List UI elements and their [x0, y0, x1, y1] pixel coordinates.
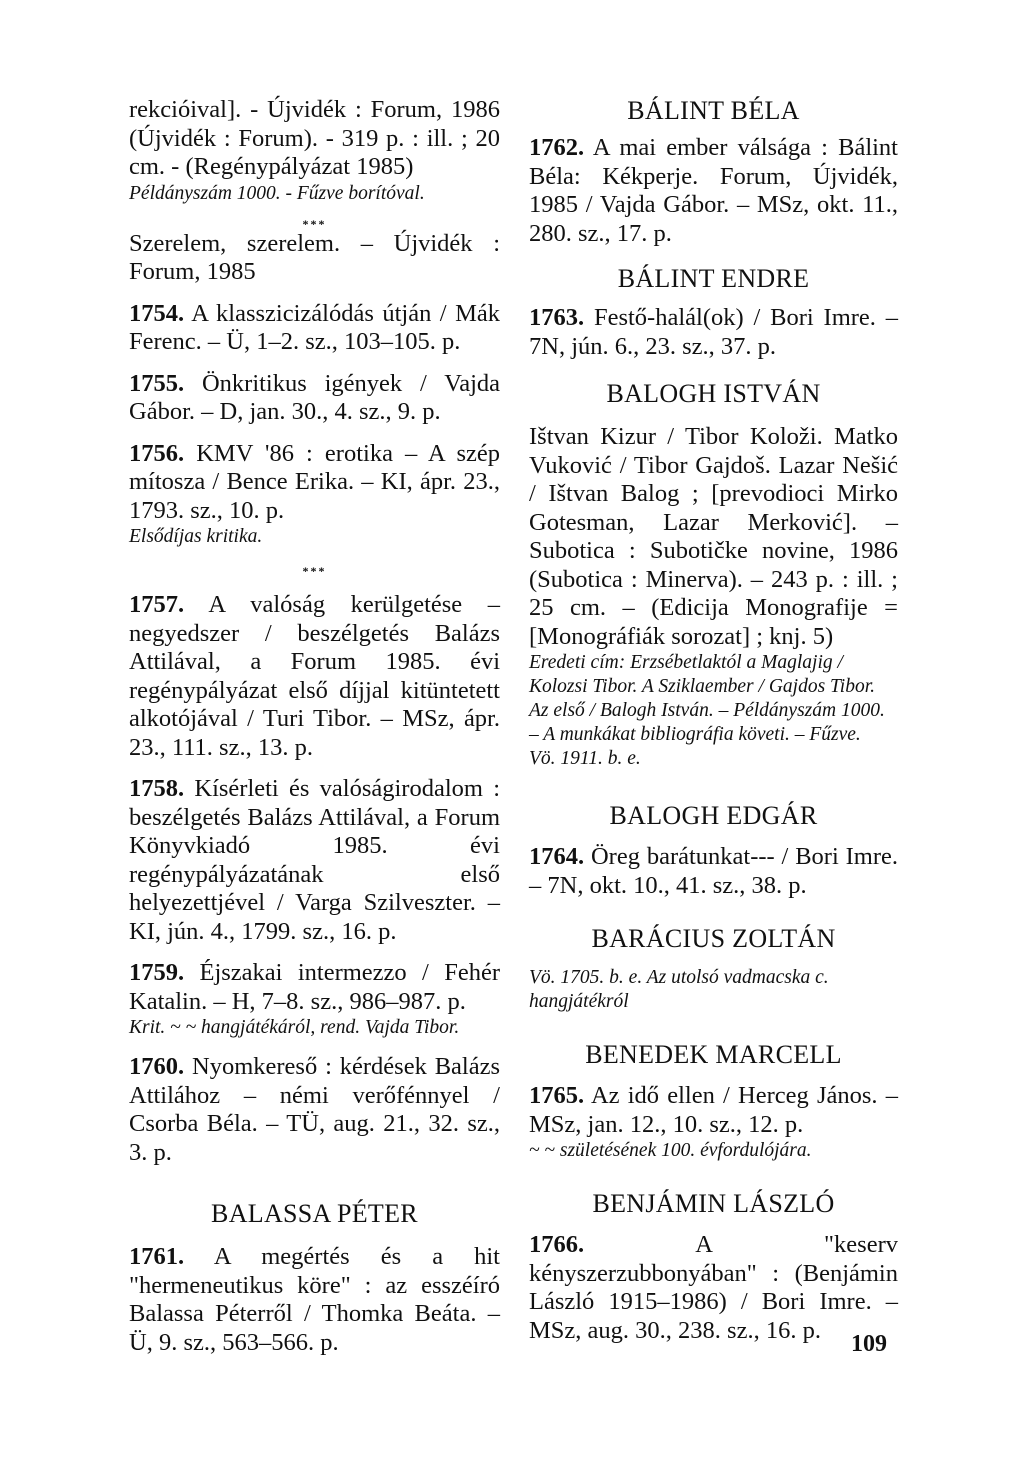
- entry-number: 1764.: [529, 843, 585, 870]
- entry-text: A mai ember válsága : Bálint Béla: Kékperje. Forum, Újvidék, 1985 / Vajda Gábor. – MSz, okt. 11., 280. sz., 17. p.: [529, 134, 898, 247]
- page-number: 109: [851, 1331, 887, 1357]
- entry-1758: [129, 775, 500, 946]
- author-heading: BALASSA PÉTER: [211, 1199, 418, 1228]
- author-heading: BALOGH ISTVÁN: [606, 379, 821, 408]
- entry-text: A "keserv kényszerzubbonyában" : (Benjámin László 1915–1986) / Bori Imre. – MSz, aug. 30., 238. sz., 16. p.: [529, 1231, 898, 1344]
- separator-stars: ***: [302, 216, 327, 231]
- entry-text: Az idő ellen / Herceg János. – MSz, jan. 12., 10. sz., 12. p.: [529, 1082, 898, 1138]
- right-column: [529, 96, 898, 1345]
- entry-text: KMV '86 : erotika – A szép mítosza / Bence Erika. – KI, ápr. 23., 1793. sz., 10. p.: [129, 439, 500, 524]
- work-heading: Szerelem, szerelem. – Újvidék : Forum, 1985: [129, 229, 500, 285]
- entry-text: A klasszicizálódás útján / Mák Ferenc. – Ü, 1–2. sz., 103–105. p.: [129, 299, 500, 355]
- entry-number: 1756.: [129, 439, 185, 467]
- entry-text: Festő-halál(ok) / Bori Imre. – 7N, jún. 6., 23. sz., 37. p.: [529, 304, 898, 360]
- entry-number: 1755.: [129, 369, 185, 397]
- entry-note: Eredeti cím: Erzsébetlaktól a Maglajig / Kolozsi Tibor. A Sziklaember / Gajdos Tibor. Az első / Balogh István. – Példányszám 1000. – A munkákat bibliográfia követi. – Fűzve.: [529, 652, 885, 745]
- entry-1763: [529, 304, 898, 361]
- entry-1761: [129, 1243, 500, 1357]
- author-heading: BARÁCIUS ZOLTÁN: [591, 924, 836, 953]
- author-heading: BÁLINT BÉLA: [627, 96, 800, 125]
- author-heading: BÁLINT ENDRE: [617, 264, 810, 293]
- entry-1766: [529, 1231, 898, 1345]
- entry-number: 1765.: [529, 1082, 585, 1109]
- entry-1759: [129, 959, 500, 1016]
- entry-1760: [129, 1053, 500, 1167]
- entry-1764: [529, 843, 898, 900]
- entry-number: 1754.: [129, 299, 185, 327]
- entry-number: 1761.: [129, 1243, 185, 1270]
- entry-1762: [529, 134, 898, 248]
- author-heading: BENJÁMIN LÁSZLÓ: [592, 1189, 835, 1218]
- entry-text: Önkritikus igények / Vajda Gábor. – D, jan. 30., 4. sz., 9. p.: [129, 369, 500, 425]
- entry-text: Kísérleti és valóságirodalom : beszélgetés Balázs Attilával, a Forum Könyvkiadó 1985. évi regénypályázatának első helyezettjével / Varga Szilveszter. – KI, jún. 4., 1799. sz., 16. p.: [129, 775, 500, 945]
- separator-stars: ***: [302, 564, 327, 578]
- entry-text: A megértés és a hit "hermeneutikus köre" : az esszéíró Balassa Péterről / Thomka Beáta. – Ü, 9. sz., 563–566. p.: [129, 1243, 500, 1356]
- entry-number: 1759.: [129, 959, 185, 986]
- entry-1765: [529, 1082, 898, 1139]
- entry-text: A valóság kerülgetése – negyedszer / beszélgetés Balázs Attilával, a Forum 1985. évi regénypályázat első díjjal kitüntetett alkotójával / Turi Tibor. – MSz, ápr. 23., 111. sz., 13. p.: [129, 591, 500, 761]
- entry-note: Elsődíjas kritika.: [129, 526, 263, 547]
- left-column: [129, 96, 500, 1357]
- entry-text: Éjszakai intermezzo / Fehér Katalin. – H, 7–8. sz., 986–987. p.: [129, 959, 500, 1015]
- entry-1755: [129, 370, 500, 427]
- entry-number: 1757.: [129, 591, 185, 618]
- entry-continuation: rekcióival]. - Újvidék : Forum, 1986 (Újvidék : Forum). - 319 p. : ill. ; 20 cm. - (Regénypályázat 1985): [129, 96, 500, 180]
- entry-number: 1760.: [129, 1053, 185, 1080]
- author-heading: BENEDEK MARCELL: [585, 1040, 842, 1069]
- entry-1754: [129, 300, 500, 357]
- entry-note: Példányszám 1000. - Fűzve borítóval.: [129, 182, 425, 204]
- author-heading: BALOGH EDGÁR: [609, 801, 818, 830]
- cross-reference: Vö. 1705. b. e. Az utolsó vadmacska c. hangjátékról: [529, 967, 829, 1012]
- entry-note: Krit. ~ ~ hangjátékáról, rend. Vajda Tibor.: [129, 1017, 460, 1038]
- entry-number: 1766.: [529, 1231, 585, 1258]
- entry-note: ~ ~ születésének 100. évfordulójára.: [529, 1140, 812, 1161]
- entry-number: 1758.: [129, 775, 185, 802]
- entry-text: Nyomkereső : kérdések Balázs Attilához – némi verőfénnyel / Csorba Béla. – TÜ, aug. 21., 32. sz., 3. p.: [129, 1053, 500, 1166]
- entry-1756: [129, 440, 500, 526]
- entry-1757: [129, 591, 500, 762]
- entry-text: Öreg barátunkat--- / Bori Imre. – 7N, okt. 10., 41. sz., 38. p.: [529, 843, 898, 899]
- cross-reference: Vö. 1911. b. e.: [529, 748, 641, 769]
- entry-number: 1763.: [529, 304, 585, 331]
- book-entry: Ištvan Kizur / Tibor Koloži. Matko Vuković / Tibor Gajdoš. Lazar Nešić / Ištvan Balog ; [prevodioci Mirko Gotesman, Lazar Merković]. – Subotica : Subotičke novine, 1986 (Subotica : Minerva). – 243 p. : ill. ; 25 cm. – (Edicija Monografije = [Monográfiák sorozat] ; knj. 5): [529, 423, 898, 650]
- entry-number: 1762.: [529, 134, 585, 161]
